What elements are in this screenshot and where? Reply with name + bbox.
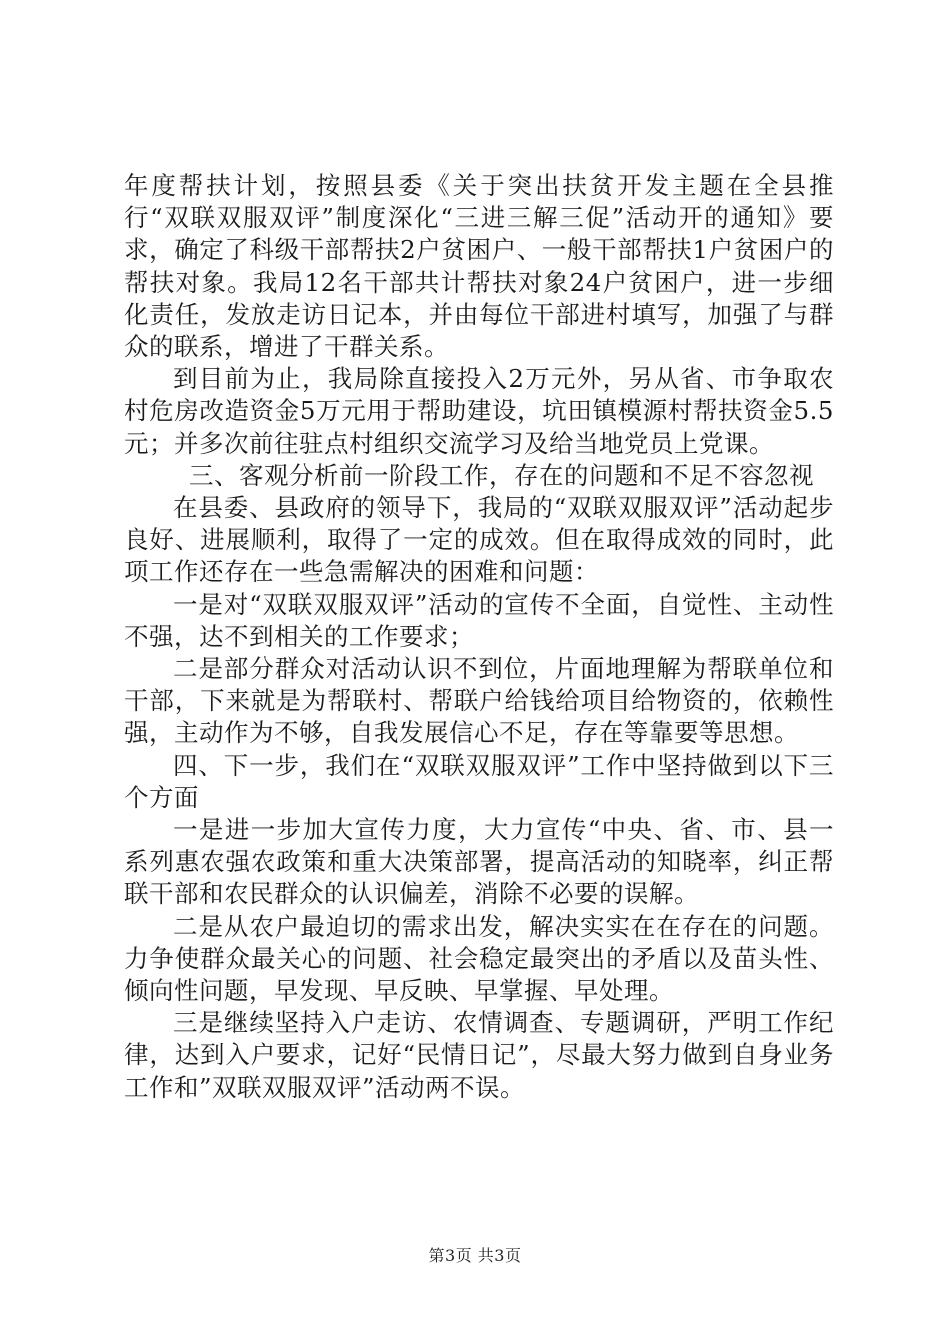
paragraph: 一是进一步加大宣传力度，大力宣传“中央、省、市、县一系列惠农强农政策和重大决策部署，提高活动的知晓率，纠正帮联干部和农民群众的认识偏差，消除不必要的误解。 bbox=[124, 815, 834, 909]
paragraph: 三是继续坚持入户走访、农情调查、专题调研，严明工作纪律，达到入户要求，记好“民情日记”，尽最大努力做到自身业务工作和”双联双服双评”活动两不误。 bbox=[124, 1008, 834, 1102]
paragraph: 到目前为止，我局除直接投入2万元外，另从省、市争取农村危房改造资金5万元用于帮助建设，坑田镇模源村帮扶资金5.5元；并多次前往驻点村组织交流学习及给当地党员上党课。 bbox=[124, 364, 834, 458]
page-footer: 第3页 共3页 bbox=[428, 1246, 522, 1265]
section-heading: 三、客观分析前一阶段工作，存在的问题和不足不容忽视 bbox=[189, 460, 814, 490]
paragraph: 在县委、县政府的领导下，我局的“双联双服双评”活动起步良好、进展顺利，取得了一定的成效。但在取得成效的同时，此项工作还存在一些急需解决的困难和问题： bbox=[124, 493, 834, 587]
paragraph: 一是对“双联双服双评”活动的宣传不全面，自觉性、主动性不强，达不到相关的工作要求； bbox=[124, 589, 834, 651]
section-heading: 四、下一步，我们在“双联双服双评”工作中坚持做到以下三个方面 bbox=[124, 750, 834, 812]
paragraph: 二是部分群众对活动认识不到位，片面地理解为帮联单位和干部，下来就是为帮联村、帮联户给钱给项目给物资的，依赖性强，主动作为不够，自我发展信心不足，存在等靠要等思想。 bbox=[124, 654, 834, 748]
document-body bbox=[124, 170, 834, 1104]
paragraph: 二是从农户最迫切的需求出发，解决实实在在存在的问题。力争使群众最关心的问题、社会稳定最突出的矛盾以及苗头性、倾向性问题，早发现、早反映、早掌握、早处理。 bbox=[124, 911, 834, 1006]
paragraph: 年度帮扶计划，按照县委《关于突出扶贫开发主题在全县推行“双联双服双评”制度深化“三进三解三促”活动开的通知》要求，确定了科级干部帮扶2户贫困户、一般干部帮扶1户贫困户的帮扶对象。我局12名干部共计帮扶对象24户贫困户，进一步细化责任，发放走访日记本，并由每位干部进村填写，加强了与群众的联系，增进了干群关系。 bbox=[124, 171, 834, 362]
